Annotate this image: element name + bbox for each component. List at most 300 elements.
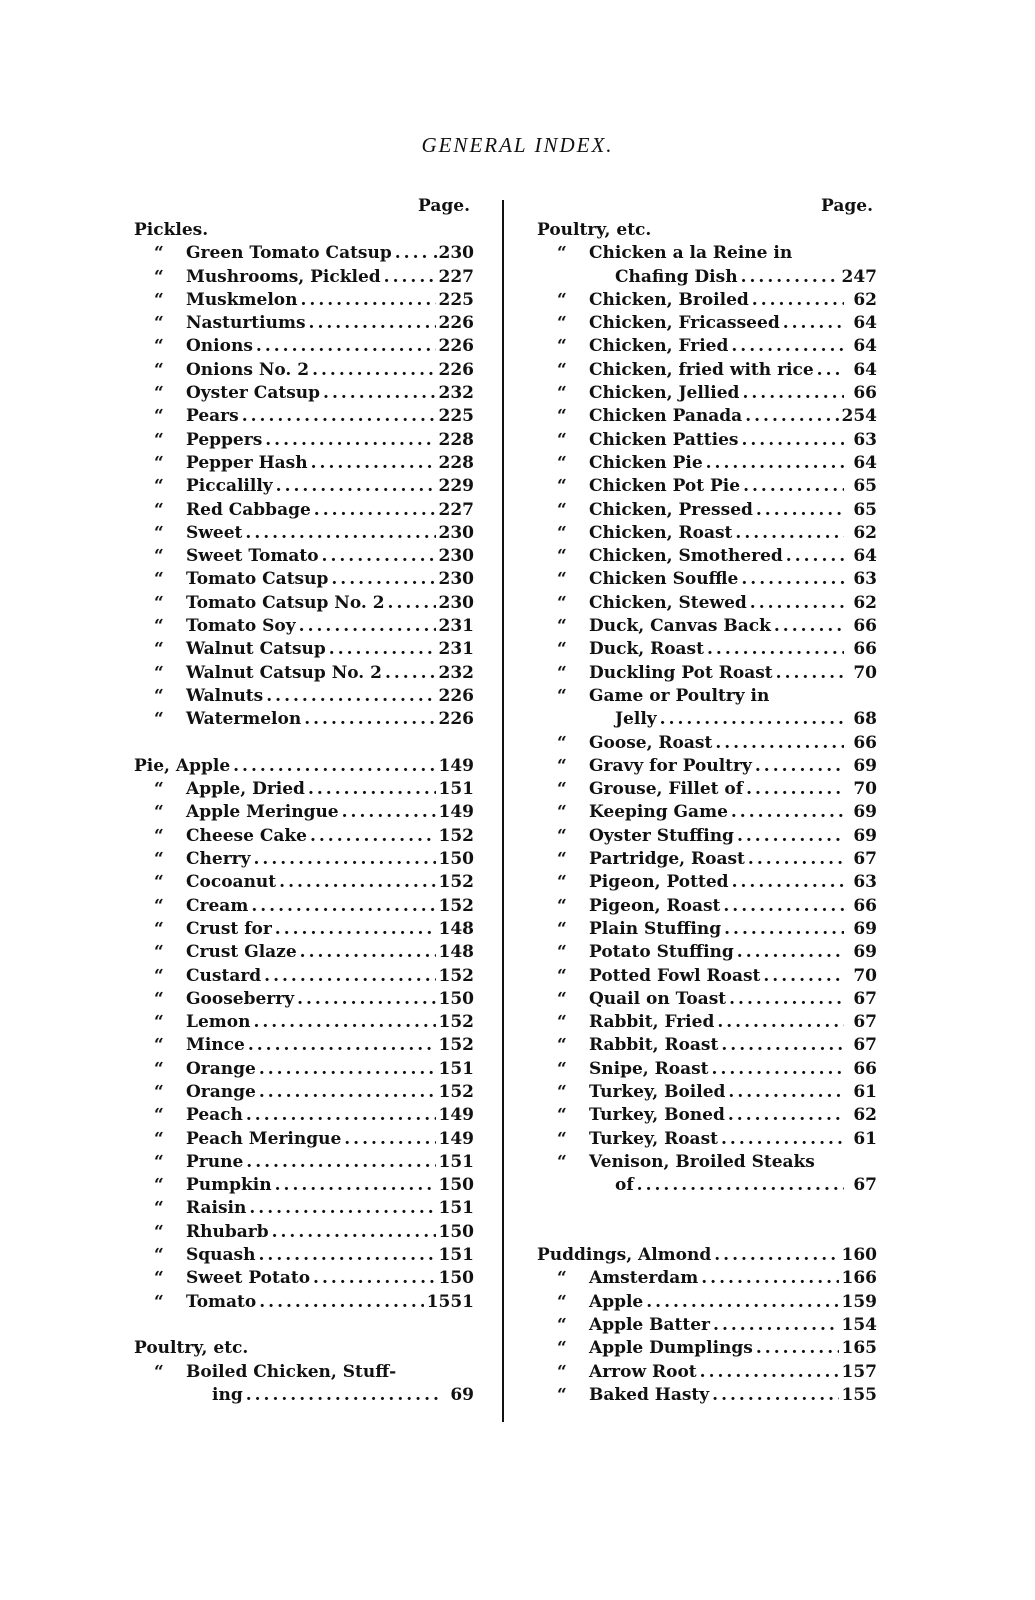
leader-dots <box>728 1104 844 1127</box>
entry-text: Duck, Canvas Back <box>589 616 771 637</box>
leader-dots <box>308 778 436 801</box>
leader-dots <box>756 1337 839 1360</box>
index-entry <box>134 638 474 661</box>
page-number: 149 <box>438 755 474 776</box>
page-number <box>847 219 877 242</box>
index-entry <box>134 848 474 871</box>
entry-text: Chicken, Fried <box>589 336 729 357</box>
entry-text: Tomato Soy <box>186 616 296 637</box>
index-entry <box>134 1104 474 1127</box>
entry-text: Turkey, Boiled <box>589 1081 726 1102</box>
index-entry <box>537 289 877 312</box>
ditto-mark: “ <box>154 1058 164 1079</box>
page-number: 66 <box>853 1058 877 1079</box>
ditto-mark: “ <box>154 965 164 986</box>
leader-dots <box>735 522 844 545</box>
entry-text: Chafing Dish <box>615 266 738 287</box>
ditto-mark: “ <box>557 1035 567 1056</box>
leader-dots <box>297 988 435 1011</box>
leader-dots <box>746 778 844 801</box>
page-number: 165 <box>841 1338 877 1359</box>
ditto-mark: “ <box>154 243 164 264</box>
ditto-mark: “ <box>154 592 164 613</box>
page-number: 227 <box>438 499 474 520</box>
index-entry <box>134 312 474 335</box>
leader-dots <box>752 289 844 312</box>
entry-text: Gravy for Poultry <box>589 755 752 776</box>
entry-text: Prune <box>186 1151 244 1172</box>
page-number: 66 <box>853 616 877 637</box>
entry-text: Mushrooms, Pickled <box>186 266 381 287</box>
entry-text: Snipe, Roast <box>589 1058 709 1079</box>
index-entry <box>134 1034 474 1057</box>
entry-text: Chicken Patties <box>589 429 739 450</box>
entry-text: Boiled Chicken, Stuff- <box>186 1361 397 1382</box>
leader-dots <box>737 941 844 964</box>
page-number <box>444 219 474 242</box>
page-number: 232 <box>438 383 474 404</box>
page-number: 70 <box>853 662 877 683</box>
leader-dots <box>265 429 435 452</box>
page-number: 148 <box>438 918 474 939</box>
leader-dots <box>385 662 436 685</box>
entry-text: Chicken, fried with rice <box>589 359 814 380</box>
entry-text: Orange <box>186 1058 256 1079</box>
leader-dots <box>266 685 435 708</box>
page-number: 67 <box>853 1035 877 1056</box>
ditto-mark: “ <box>154 685 164 706</box>
page-number: 152 <box>438 895 474 916</box>
ditto-mark: “ <box>557 685 567 706</box>
leader-dots <box>783 312 844 335</box>
page-number: 226 <box>438 685 474 706</box>
index-entry <box>537 941 877 964</box>
page-number: 230 <box>438 592 474 613</box>
page-number: 67 <box>853 1175 877 1196</box>
leader-dots <box>311 452 436 475</box>
page-number: 150 <box>438 1268 474 1289</box>
leader-dots <box>395 242 430 265</box>
entry-text: Goose, Roast <box>589 732 713 753</box>
index-entry <box>134 242 474 265</box>
page-number: 64 <box>853 359 877 380</box>
leader-dots <box>637 1174 844 1197</box>
page-number: 151 <box>438 1151 474 1172</box>
entry-text: Walnut Catsup No. 2 <box>186 662 382 683</box>
ditto-mark: “ <box>154 546 164 567</box>
leader-dots <box>774 615 844 638</box>
leader-dots <box>721 1034 844 1057</box>
index-entry <box>537 1314 877 1337</box>
index-entry <box>134 895 474 918</box>
entry-text: Chicken, Broiled <box>589 289 749 310</box>
entry-text: Chicken, Smothered <box>589 546 783 567</box>
page-number: 66 <box>853 383 877 404</box>
index-entry <box>134 615 474 638</box>
index-entry <box>134 801 474 824</box>
page-number: 226 <box>438 313 474 334</box>
index-entry <box>537 335 877 358</box>
index-column-right <box>537 193 877 1407</box>
entry-text: Turkey, Boned <box>589 1105 725 1126</box>
index-continuation <box>537 266 877 289</box>
leader-dots <box>817 359 844 382</box>
ditto-mark: “ <box>154 1081 164 1102</box>
index-entry <box>537 755 877 778</box>
page-number: 230 <box>438 546 474 567</box>
leader-dots <box>707 638 844 661</box>
leader-dots <box>322 545 436 568</box>
entry-text: Tomato Catsup No. 2 <box>186 592 385 613</box>
leader-dots <box>342 801 436 824</box>
page-number: 63 <box>853 872 877 893</box>
ditto-mark: “ <box>557 383 567 404</box>
index-heading <box>134 219 474 242</box>
entry-text: Gooseberry <box>186 988 295 1009</box>
leader-dots <box>750 592 844 615</box>
ditto-mark: “ <box>154 849 164 870</box>
index-entry <box>537 848 877 871</box>
index-entry <box>537 778 877 801</box>
ditto-mark: “ <box>154 289 164 310</box>
index-entry <box>537 871 877 894</box>
ditto-mark: “ <box>557 592 567 613</box>
leader-dots <box>384 266 436 289</box>
leader-dots <box>309 312 436 335</box>
ditto-mark: “ <box>154 383 164 404</box>
page-number <box>847 1151 877 1174</box>
ditto-mark: “ <box>154 1361 164 1382</box>
ditto-mark: “ <box>154 313 164 334</box>
leader-dots <box>756 499 844 522</box>
page-number <box>444 1361 474 1384</box>
page-number: 64 <box>853 313 877 334</box>
leader-dots <box>259 1291 423 1314</box>
ditto-mark: “ <box>557 336 567 357</box>
page-number: 247 <box>841 266 877 287</box>
ditto-mark: “ <box>154 1198 164 1219</box>
index-entry <box>134 522 474 545</box>
page-number: 61 <box>853 1128 877 1149</box>
index-heading <box>134 1337 474 1360</box>
page-number: 231 <box>438 639 474 660</box>
index-heading <box>537 219 877 242</box>
page-number: 150 <box>438 988 474 1009</box>
page-number: 226 <box>438 359 474 380</box>
leader-dots <box>256 335 436 358</box>
leader-dots <box>279 871 435 894</box>
ditto-mark: “ <box>154 662 164 683</box>
entry-text: Pigeon, Roast <box>589 895 721 916</box>
index-entry <box>537 359 877 382</box>
page-number: 230 <box>438 569 474 590</box>
index-entry <box>537 405 877 428</box>
index-entry <box>537 568 877 591</box>
entry-text: Nasturtiums <box>186 313 306 334</box>
ditto-mark: “ <box>557 942 567 963</box>
entry-text: Squash <box>186 1245 256 1266</box>
entry-text: Chicken, Fricasseed <box>589 313 780 334</box>
leader-dots <box>323 382 435 405</box>
page-number: 69 <box>853 802 877 823</box>
entry-text: ing <box>212 1384 243 1405</box>
leader-dots <box>737 825 844 848</box>
leader-dots <box>246 1384 441 1407</box>
ditto-mark: “ <box>557 406 567 427</box>
entry-text: Rabbit, Roast <box>589 1035 719 1056</box>
entry-text: Pumpkin <box>186 1175 272 1196</box>
ditto-mark: “ <box>154 988 164 1009</box>
ditto-mark: “ <box>557 1268 567 1289</box>
entry-text: Crust for <box>186 918 272 939</box>
ditto-mark: “ <box>557 849 567 870</box>
index-entry <box>134 545 474 568</box>
ditto-mark: “ <box>557 476 567 497</box>
entry-text: Onions No. 2 <box>186 359 310 380</box>
leader-dots <box>660 708 844 731</box>
index-entry <box>134 778 474 801</box>
index-entry <box>537 475 877 498</box>
entry-text: Raisin <box>186 1198 247 1219</box>
entry-text: Peach Meringue <box>186 1128 342 1149</box>
leader-dots <box>742 382 844 405</box>
page-number: 69 <box>853 918 877 939</box>
page-number <box>444 1337 474 1360</box>
index-entry <box>134 382 474 405</box>
leader-dots <box>331 568 435 591</box>
index-entry <box>134 1244 474 1267</box>
entry-text: Rabbit, Fried <box>589 1012 715 1033</box>
ditto-mark: “ <box>154 1291 164 1312</box>
page-number: 225 <box>438 289 474 310</box>
index-entry <box>537 1081 877 1104</box>
leader-dots <box>700 1361 839 1384</box>
index-entry <box>537 1291 877 1314</box>
index-entry <box>537 242 877 265</box>
index-entry <box>537 522 877 545</box>
ditto-mark: “ <box>557 289 567 310</box>
ditto-mark: “ <box>557 1338 567 1359</box>
index-entry <box>134 918 474 941</box>
page-number: 152 <box>438 1035 474 1056</box>
page-number: 65 <box>853 476 877 497</box>
leader-dots <box>646 1291 838 1314</box>
index-entry <box>134 405 474 428</box>
page-number: 65 <box>853 499 877 520</box>
leader-dots <box>731 801 844 824</box>
entry-text: Mince <box>186 1035 245 1056</box>
index-entries <box>537 219 877 1407</box>
leader-dots <box>745 405 838 428</box>
index-entry <box>537 1267 877 1290</box>
entry-text: Baked Hasty <box>589 1384 710 1405</box>
entry-text: Pigeon, Potted <box>589 872 729 893</box>
page-column-header: Page. <box>418 196 470 216</box>
ditto-mark: “ <box>154 359 164 380</box>
page-number: 69 <box>853 942 877 963</box>
index-entry <box>134 499 474 522</box>
entry-text: Puddings, Almond <box>537 1245 712 1266</box>
index-entry <box>537 615 877 638</box>
page-number: 230 <box>438 522 474 543</box>
leader-dots <box>275 1174 436 1197</box>
entry-text: Chicken Souffle <box>589 569 739 590</box>
ditto-mark: “ <box>557 988 567 1009</box>
entry-text: Green Tomato Catsup <box>186 243 392 264</box>
page-number: 226 <box>438 709 474 730</box>
ditto-mark: “ <box>557 1058 567 1079</box>
leader-dots <box>251 1337 441 1360</box>
leader-dots <box>211 219 441 242</box>
index-continuation <box>537 708 877 731</box>
index-entry <box>537 825 877 848</box>
leader-dots <box>329 638 436 661</box>
entry-text: Poultry, etc. <box>134 1338 249 1359</box>
ditto-mark: “ <box>154 1245 164 1266</box>
page-number: 151 <box>438 779 474 800</box>
index-entry <box>134 988 474 1011</box>
entry-text: Pickles. <box>134 220 209 240</box>
entry-text: Walnuts <box>186 685 264 706</box>
ditto-mark: “ <box>154 616 164 637</box>
entry-text: Orange <box>186 1081 256 1102</box>
entry-text: Cream <box>186 895 249 916</box>
page-number: 66 <box>853 895 877 916</box>
index-column-left <box>134 193 474 1407</box>
entry-text: Custard <box>186 965 262 986</box>
entry-text: Amsterdam <box>589 1268 699 1289</box>
page-number: 63 <box>853 569 877 590</box>
index-entry <box>537 1384 877 1407</box>
index-entry <box>134 1197 474 1220</box>
leader-dots <box>776 662 844 685</box>
ditto-mark: “ <box>154 569 164 590</box>
blank-line <box>134 1314 474 1337</box>
index-entry <box>537 918 877 941</box>
page-number: 68 <box>853 709 877 730</box>
index-entry <box>537 545 877 568</box>
ditto-mark: “ <box>154 476 164 497</box>
leader-dots <box>399 1361 441 1384</box>
index-entry <box>134 568 474 591</box>
leader-dots <box>731 335 844 358</box>
index-entry <box>134 359 474 382</box>
entry-text: Poultry, etc. <box>537 220 652 240</box>
index-entry <box>134 825 474 848</box>
ditto-mark: “ <box>557 755 567 776</box>
blank-line <box>537 1197 877 1220</box>
page-number: 61 <box>853 1081 877 1102</box>
page-number: 150 <box>438 1175 474 1196</box>
entry-text: Chicken, Stewed <box>589 592 747 613</box>
ditto-mark: “ <box>154 639 164 660</box>
index-entry <box>134 475 474 498</box>
page-number: 150 <box>438 849 474 870</box>
page-number: 69 <box>853 755 877 776</box>
page-number: 1551 <box>426 1291 474 1312</box>
entry-text: Keeping Game <box>589 802 728 823</box>
entry-text: Chicken a la Reine in <box>589 243 793 264</box>
entry-text: Pepper Hash <box>186 452 308 473</box>
index-entry <box>134 1151 474 1174</box>
index-entry <box>537 429 877 452</box>
page-number: 154 <box>841 1314 877 1335</box>
ditto-mark: “ <box>154 918 164 939</box>
entry-text: Peppers <box>186 429 263 450</box>
ditto-mark: “ <box>154 1268 164 1289</box>
leader-dots <box>254 848 436 871</box>
entry-text: Crust Glaze <box>186 942 297 963</box>
page-number: 64 <box>853 452 877 473</box>
leader-dots <box>721 1128 844 1151</box>
index-entry <box>134 941 474 964</box>
leader-dots <box>741 429 844 452</box>
leader-dots <box>712 1384 838 1407</box>
page-number: 149 <box>438 1128 474 1149</box>
index-entries <box>134 219 474 1407</box>
page-number: 232 <box>438 662 474 683</box>
leader-dots <box>258 1244 435 1267</box>
leader-dots <box>312 359 435 382</box>
entry-text: Oyster Stuffing <box>589 825 734 846</box>
entry-text: Potato Stuffing <box>589 942 734 963</box>
page-number: 62 <box>853 522 877 543</box>
leader-dots <box>728 1081 844 1104</box>
ditto-mark: “ <box>154 336 164 357</box>
leader-dots <box>713 1314 838 1337</box>
ditto-mark: “ <box>154 1012 164 1033</box>
page-number: 70 <box>853 779 877 800</box>
page-number: 149 <box>438 1105 474 1126</box>
ditto-mark: “ <box>557 779 567 800</box>
entry-text: Chicken, Jellied <box>589 383 740 404</box>
entry-text: Jelly <box>615 709 657 730</box>
entry-text: Apple, Dried <box>186 779 305 800</box>
ditto-mark: “ <box>154 1035 164 1056</box>
index-entry <box>537 965 877 988</box>
ditto-mark: “ <box>557 662 567 683</box>
ditto-mark: “ <box>154 266 164 287</box>
leader-dots <box>724 918 844 941</box>
page-number: 228 <box>438 452 474 473</box>
leader-dots <box>314 499 436 522</box>
ditto-mark: “ <box>557 1314 567 1335</box>
index-entry <box>537 732 877 755</box>
index-entry <box>134 1128 474 1151</box>
ditto-mark: “ <box>557 825 567 846</box>
entry-text: Apple Meringue <box>186 802 339 823</box>
entry-text: Tomato <box>186 1291 257 1312</box>
ditto-mark: “ <box>557 1012 567 1033</box>
index-entry <box>537 1128 877 1151</box>
ditto-mark: “ <box>557 1384 567 1405</box>
blank-line <box>134 732 474 755</box>
leader-dots <box>251 895 435 918</box>
entry-text: Muskmelon <box>186 289 298 310</box>
index-entry <box>134 1361 474 1384</box>
entry-text: Game or Poultry in <box>589 685 770 706</box>
page-number: 151 <box>438 1198 474 1219</box>
leader-dots <box>313 1267 435 1290</box>
ditto-mark: “ <box>557 639 567 660</box>
page-title: GENERAL INDEX. <box>421 133 614 157</box>
page-number: 64 <box>853 546 877 567</box>
entry-text: Rhubarb <box>186 1221 269 1242</box>
leader-dots <box>276 475 436 498</box>
ditto-mark: “ <box>557 1105 567 1126</box>
entry-text: Apple <box>589 1291 644 1312</box>
ditto-mark: “ <box>557 895 567 916</box>
